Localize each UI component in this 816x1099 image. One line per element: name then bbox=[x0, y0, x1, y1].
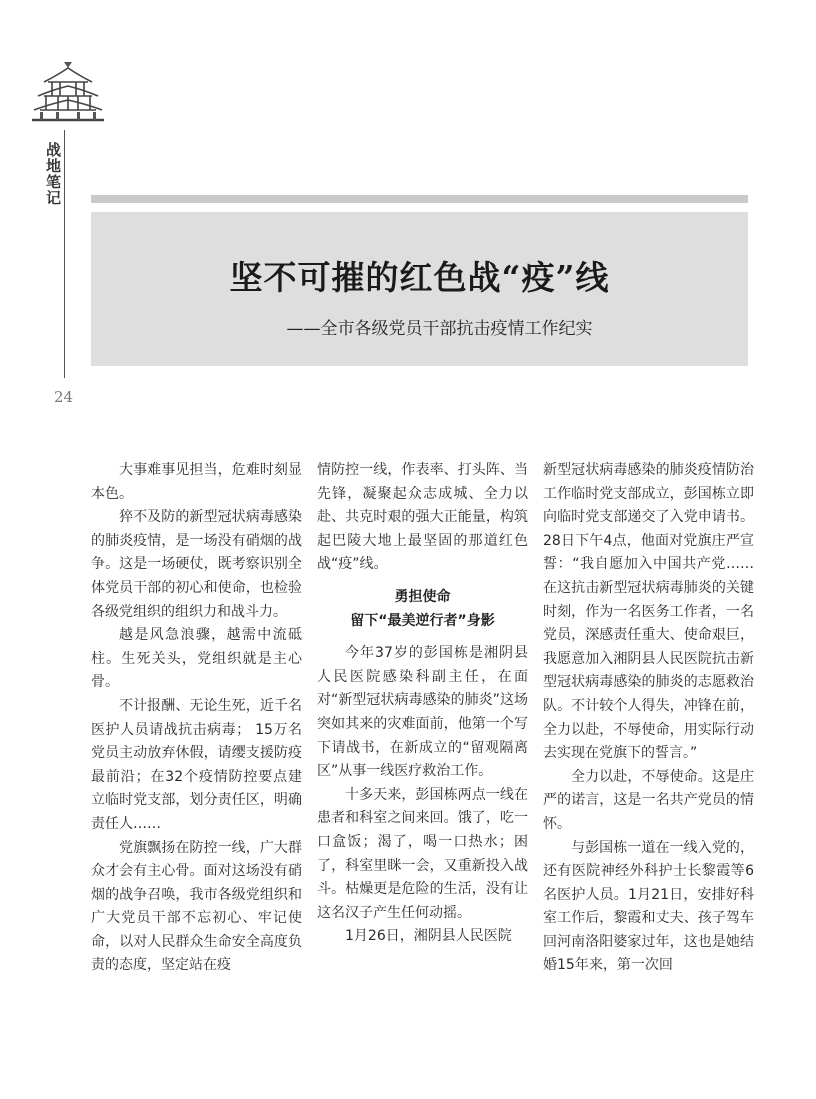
paragraph: 1月26日，湘阴县人民医院 bbox=[345, 928, 512, 945]
article-subtitle: ——全市各级党员干部抗击疫情工作纪实 bbox=[286, 319, 593, 339]
paragraph-continued: 新型冠状病毒感染的肺炎疫情防治工作临时党支部成立，彭国栋立即向临时党支部递交了入党申请书。28日下午4点，他面对党旗庄严宣誓：“我自愿加入中国共产党……在这抗击新型冠状病毒肺炎的关键时刻，作为一名医务工作者，一名党员，深感责任重大、使命艰巨，我愿意加入湘阴县人民医院抗击新型冠状病毒感染的肺炎的志愿救治队。不计较个人得失，冲锋在前，全力以赴，不辱使命，用实际行动去实现在党旗下的誓言。” bbox=[543, 462, 754, 762]
margin-rule bbox=[64, 130, 65, 378]
pavilion-logo-icon bbox=[26, 60, 110, 132]
paragraph: 不计报酬、无论生死，近千名医护人员请战抗击病毒； 15万名党员主动放弃休假，请缨支援防疫最前沿；在32个疫情防控要点建立临时党支部，划分责任区，明确责任人…… bbox=[91, 697, 302, 832]
section-label: 战地笔记 bbox=[44, 142, 62, 206]
paragraph-continued: 情防控一线，作表率、打头阵、当先锋，凝聚起众志成城、全力以赴、共克时艰的强大正能量，构筑起巴陵大地上最坚固的那道红色战“疫”线。 bbox=[317, 462, 528, 573]
paragraph: 越是风急浪骤，越需中流砥柱。生死关头，党组织就是主心骨。 bbox=[91, 627, 302, 691]
page-number: 24 bbox=[54, 388, 74, 406]
column-1 bbox=[91, 459, 302, 978]
section-heading-line: 勇担使命 bbox=[394, 588, 451, 605]
section-heading-line: 留下“最美逆行者”身影 bbox=[350, 612, 495, 629]
paragraph: 与彭国栋一道在一线入党的，还有医院神经外科护士长黎霞等6名医护人员。1月21日，安排好科室工作后，黎霞和丈夫、孩子驾车回河南洛阳婆家过年，这也是她结婚15年来，第一次回 bbox=[543, 839, 754, 974]
article-body bbox=[0, 459, 816, 1089]
section-heading bbox=[317, 586, 528, 633]
column-2 bbox=[317, 459, 528, 949]
paragraph: 十多天来，彭国栋两点一线在患者和科室之间来回。饿了，吃一口盒饭；渴了，喝一口热水；困了，科室里眯一会，又重新投入战斗。枯燥更是危险的生活，没有让这名汉子产生任何动摇。 bbox=[317, 786, 528, 921]
article-title: 坚不可摧的红色战“疫”线 bbox=[229, 258, 610, 297]
paragraph: 党旗飘扬在防控一线，广大群众才会有主心骨。面对这场没有硝烟的战争召唤，我市各级党组织和广大党员干部不忘初心、牢记使命，以对人民群众生命安全高度负责的态度，坚定站在疫 bbox=[91, 839, 302, 974]
paragraph: 大事难事见担当，危难时刻显本色。 bbox=[91, 462, 302, 502]
paragraph: 猝不及防的新型冠状病毒感染的肺炎疫情，是一场没有硝烟的战争。这是一场硬仗，既考察识别全体党员干部的初心和使命，也检验各级党组织的组织力和战斗力。 bbox=[91, 509, 302, 620]
title-banner bbox=[91, 212, 748, 366]
banner-strip bbox=[91, 195, 748, 203]
column-3 bbox=[543, 459, 754, 978]
paragraph: 今年37岁的彭国栋是湘阴县人民医院感染科副主任，在面对“新型冠状病毒感染的肺炎”这场突如其来的灾难面前，他第一个写下请战书，在新成立的“留观隔离区”从事一线医疗救治工作。 bbox=[317, 645, 528, 780]
paragraph: 全力以赴，不辱使命。这是庄严的诺言，这是一名共产党员的情怀。 bbox=[543, 768, 754, 832]
